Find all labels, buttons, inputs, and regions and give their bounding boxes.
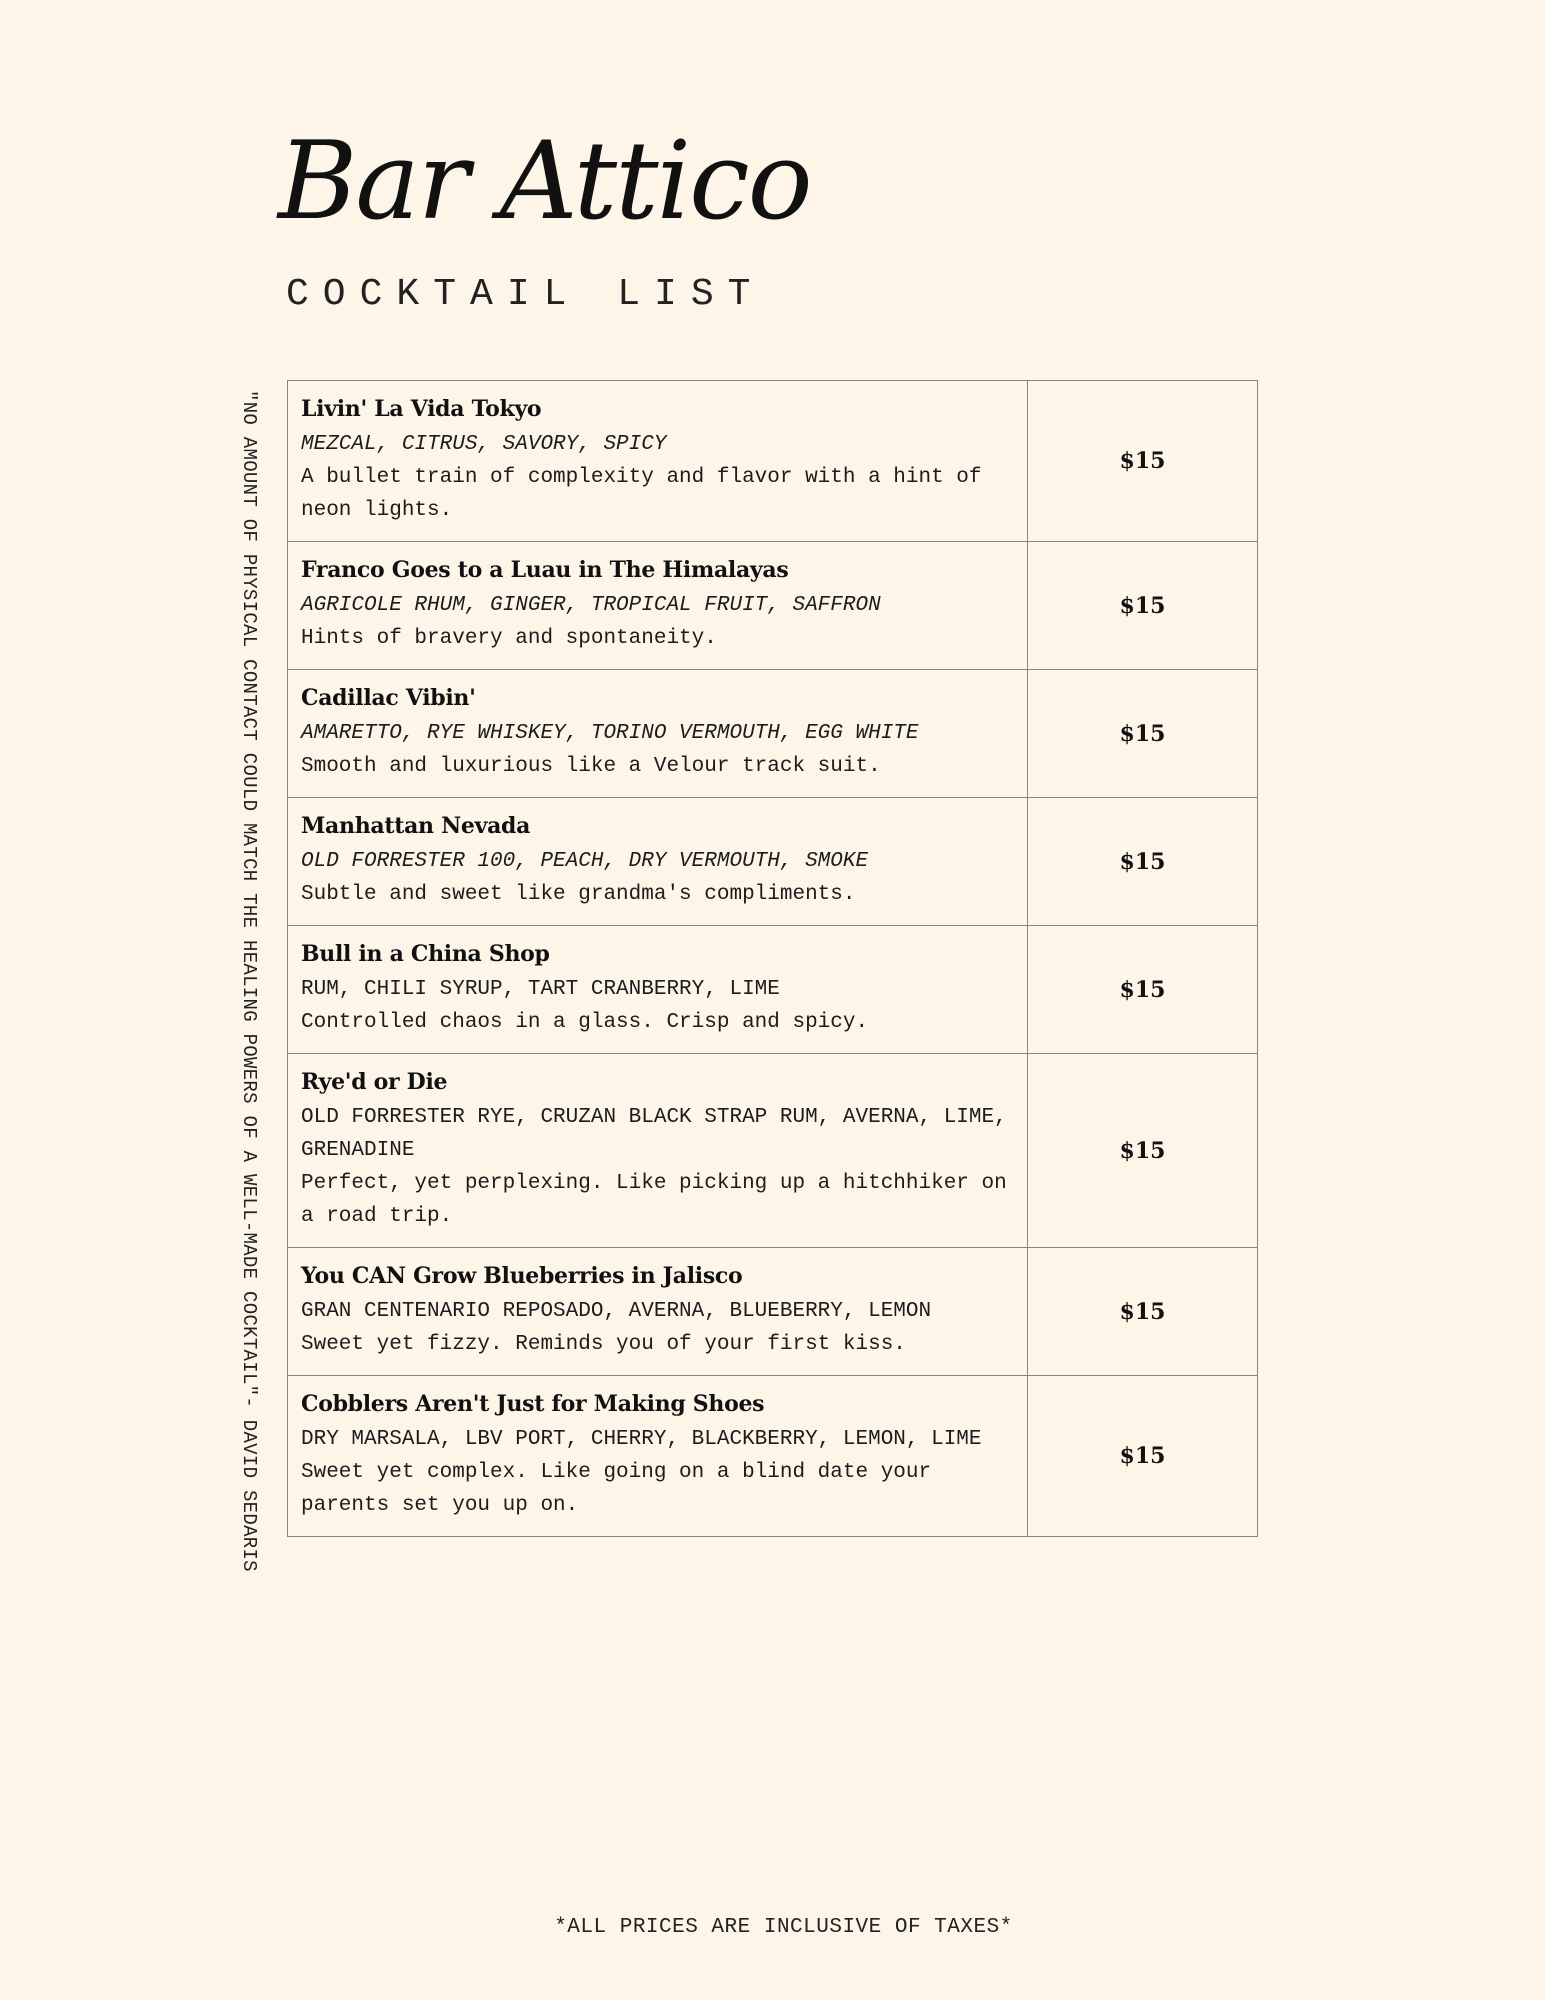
menu-item-cell xyxy=(288,670,1028,798)
cocktail-description: A bullet train of complexity and flavor with a hint of neon lights. xyxy=(301,466,982,522)
cocktail-price: $15 xyxy=(1028,1248,1258,1376)
menu-row xyxy=(288,1248,1258,1376)
cocktail-price: $15 xyxy=(1028,542,1258,670)
cocktail-ingredients: GRAN CENTENARIO REPOSADO, AVERNA, BLUEBERRY, LEMON xyxy=(301,1300,932,1323)
cocktail-price: $15 xyxy=(1028,1376,1258,1537)
menu-item-cell xyxy=(288,1054,1028,1248)
cocktail-price: $15 xyxy=(1028,798,1258,926)
menu-row xyxy=(288,798,1258,926)
menu-item-cell xyxy=(288,1248,1028,1376)
cocktail-ingredients: OLD FORRESTER RYE, CRUZAN BLACK STRAP RUM, AVERNA, LIME, GRENADINE xyxy=(301,1106,1007,1162)
cocktail-name: Manhattan Nevada xyxy=(301,813,531,839)
menu-row xyxy=(288,381,1258,542)
cocktail-list-subtitle: COCKTAIL LIST xyxy=(286,273,765,316)
cocktail-name: Livin' La Vida Tokyo xyxy=(301,396,542,422)
bar-name-title: Bar Attico xyxy=(278,119,811,244)
cocktail-description: Controlled chaos in a glass. Crisp and spicy. xyxy=(301,1011,869,1034)
cocktail-price: $15 xyxy=(1028,926,1258,1054)
menu-row xyxy=(288,542,1258,670)
cocktail-ingredients: DRY MARSALA, LBV PORT, CHERRY, BLACKBERRY, LEMON, LIME xyxy=(301,1428,982,1451)
menu-item-cell xyxy=(288,542,1028,670)
cocktail-price: $15 xyxy=(1028,381,1258,542)
tax-footnote: *ALL PRICES ARE INCLUSIVE OF TAXES* xyxy=(554,1916,1013,1939)
menu-item-cell xyxy=(288,1376,1028,1537)
cocktail-name: Rye'd or Die xyxy=(301,1069,448,1095)
menu-row xyxy=(288,1376,1258,1537)
cocktail-ingredients: MEZCAL, CITRUS, SAVORY, SPICY xyxy=(301,433,667,456)
cocktail-description: Perfect, yet perplexing. Like picking up a hitchhiker on a road trip. xyxy=(301,1172,1007,1228)
cocktail-description: Sweet yet fizzy. Reminds you of your first kiss. xyxy=(301,1333,906,1356)
cocktail-menu-table xyxy=(287,380,1258,1537)
cocktail-price: $15 xyxy=(1028,670,1258,798)
cocktail-description: Sweet yet complex. Like going on a blind date your parents set you up on. xyxy=(301,1461,932,1517)
menu-row xyxy=(288,926,1258,1054)
menu-item-cell xyxy=(288,381,1028,542)
cocktail-name: You CAN Grow Blueberries in Jalisco xyxy=(301,1263,743,1289)
cocktail-description: Smooth and luxurious like a Velour track suit. xyxy=(301,755,881,778)
cocktail-ingredients: AGRICOLE RHUM, GINGER, TROPICAL FRUIT, SAFFRON xyxy=(301,594,881,617)
cocktail-name: Bull in a China Shop xyxy=(301,941,550,967)
menu-row xyxy=(288,1054,1258,1248)
cocktail-description: Hints of bravery and spontaneity. xyxy=(301,627,717,650)
side-quote: "NO AMOUNT OF PHYSICAL CONTACT COULD MATCH THE HEALING POWERS OF A WELL-MADE COCKTAIL"- DAVID SEDARIS xyxy=(238,390,260,1572)
cocktail-description: Subtle and sweet like grandma's compliments. xyxy=(301,883,856,906)
cocktail-ingredients: AMARETTO, RYE WHISKEY, TORINO VERMOUTH, EGG WHITE xyxy=(301,722,919,745)
cocktail-name: Cobblers Aren't Just for Making Shoes xyxy=(301,1391,765,1417)
cocktail-name: Franco Goes to a Luau in The Himalayas xyxy=(301,557,789,583)
cocktail-price: $15 xyxy=(1028,1054,1258,1248)
cocktail-ingredients: RUM, CHILI SYRUP, TART CRANBERRY, LIME xyxy=(301,978,780,1001)
cocktail-ingredients: OLD FORRESTER 100, PEACH, DRY VERMOUTH, SMOKE xyxy=(301,850,869,873)
menu-item-cell xyxy=(288,798,1028,926)
menu-item-cell xyxy=(288,926,1028,1054)
cocktail-name: Cadillac Vibin' xyxy=(301,685,476,711)
menu-row xyxy=(288,670,1258,798)
